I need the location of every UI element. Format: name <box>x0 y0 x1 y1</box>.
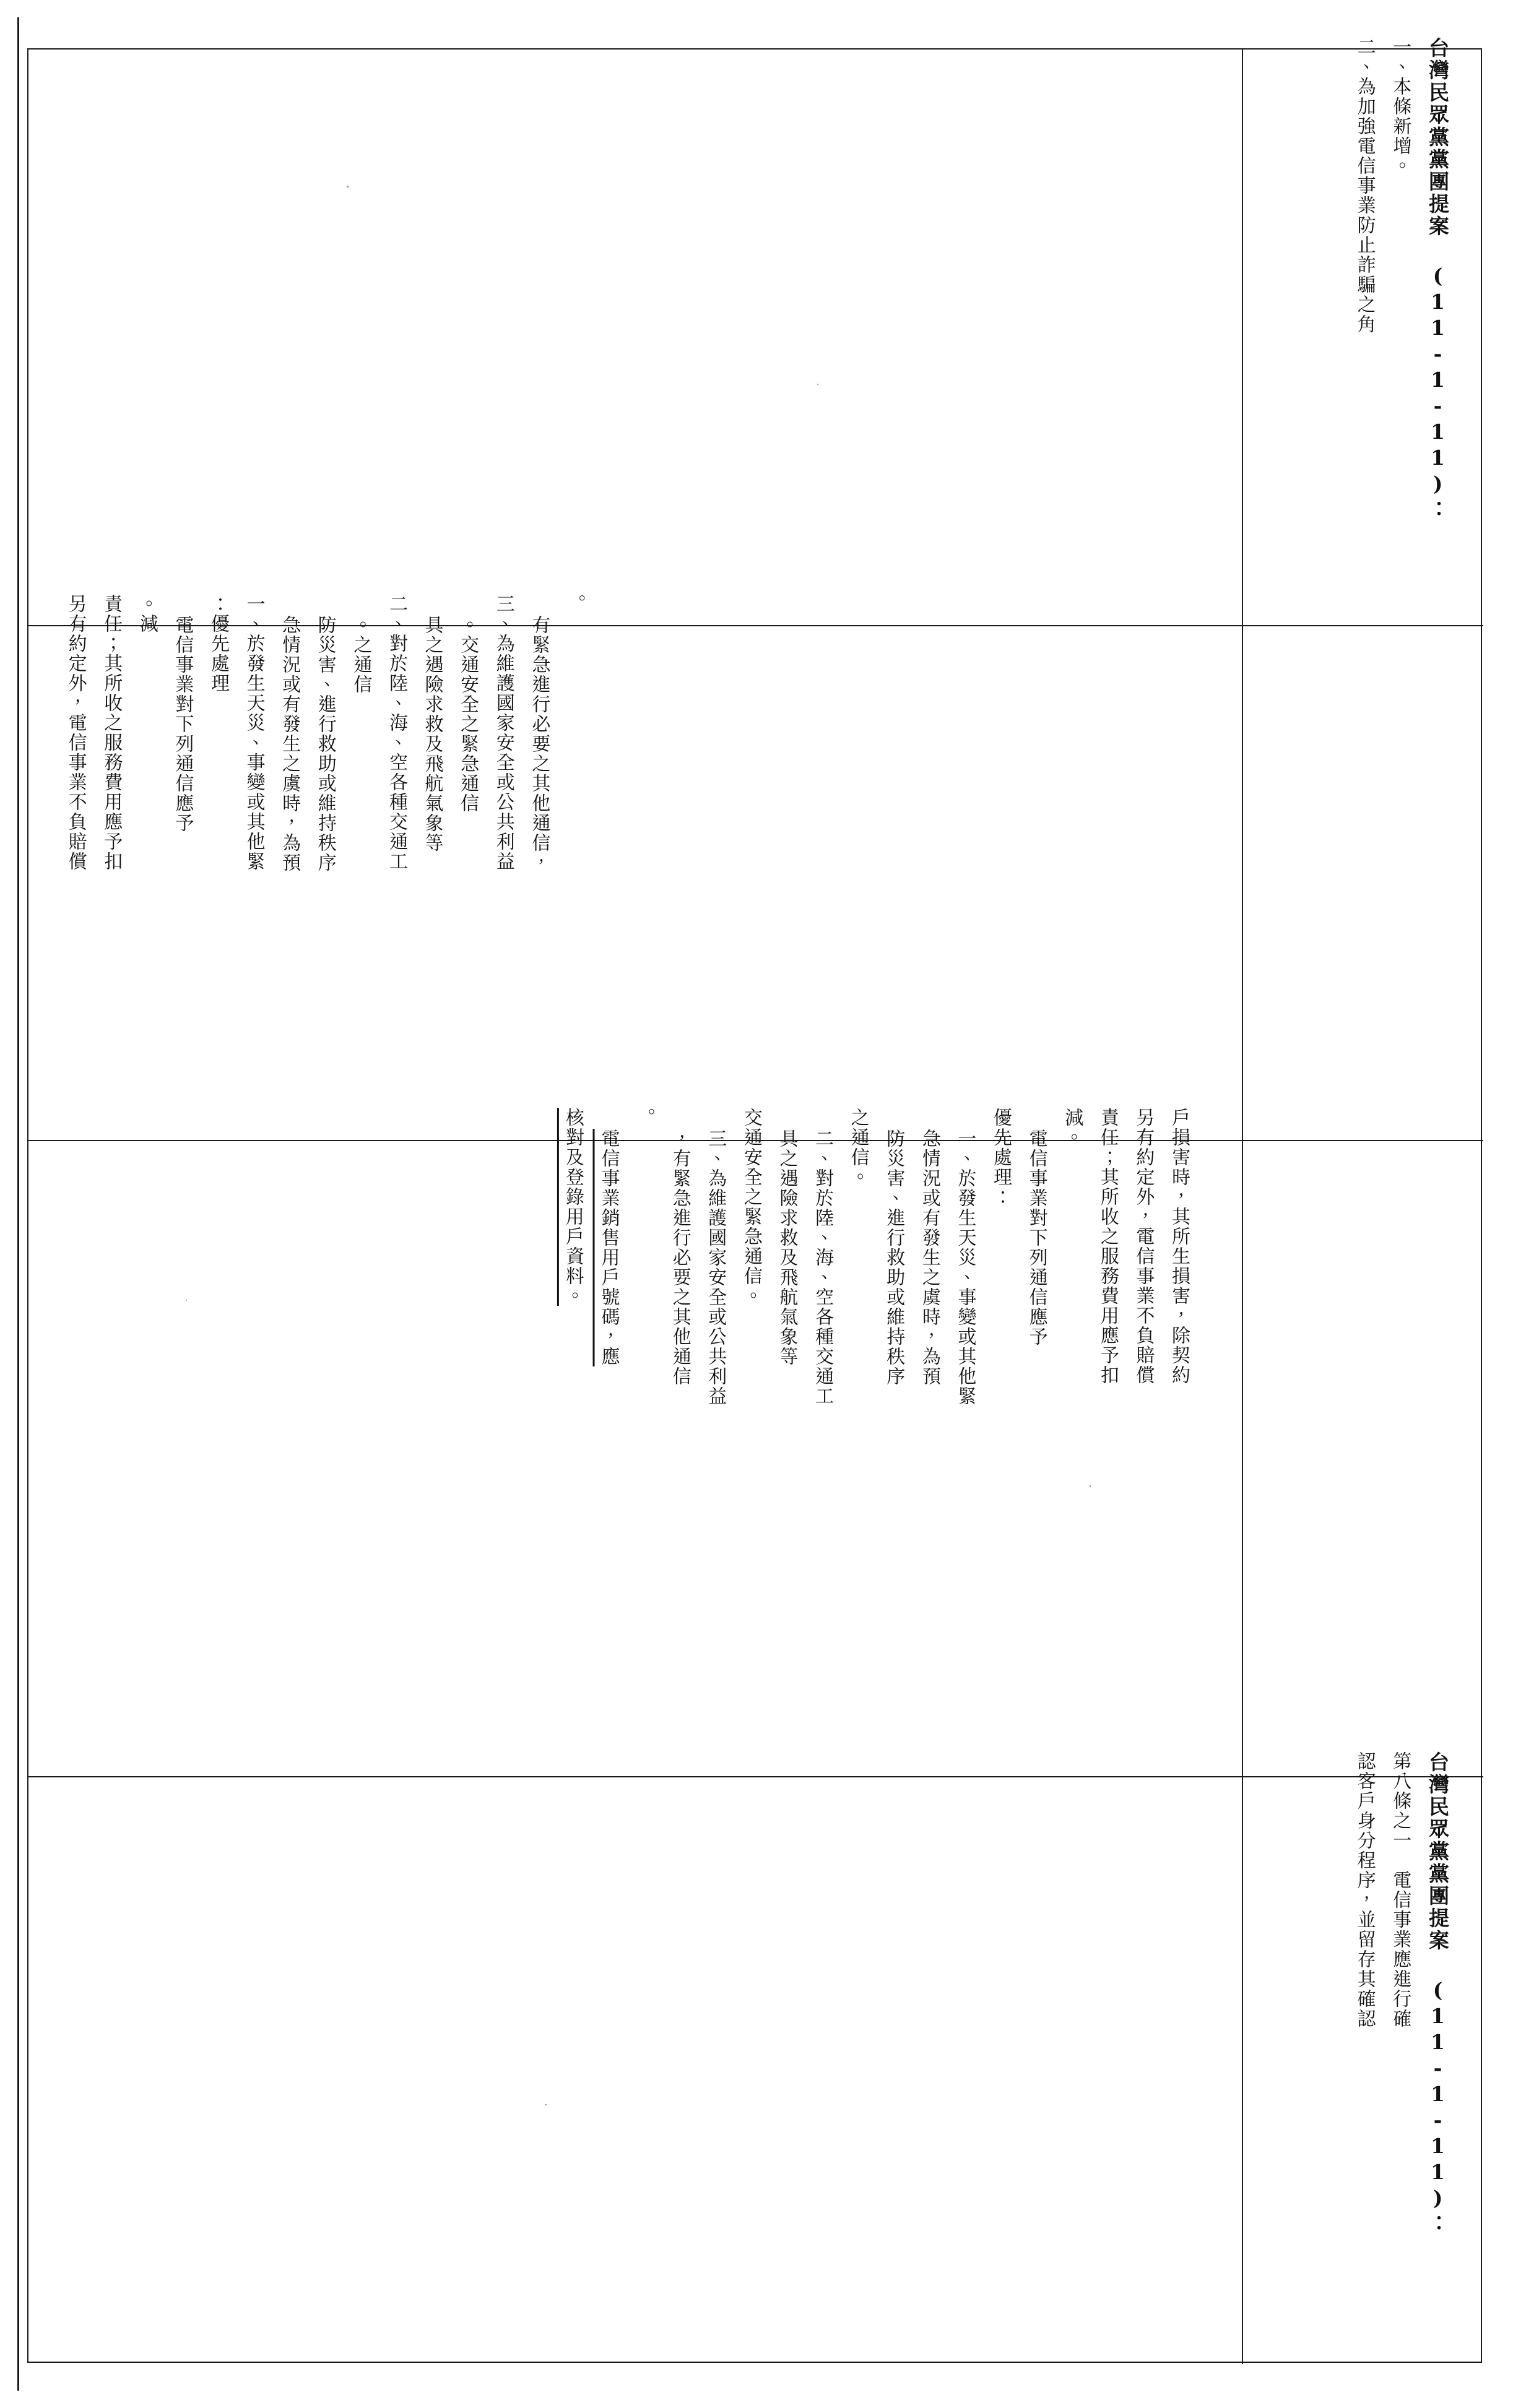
draft-line-6: 一、於發生天災、事變或其他緊 <box>243 594 265 871</box>
law-line-3: 責任；其所收之服務費用應予扣 <box>1096 1108 1119 1385</box>
law-line-8: 急情況或有發生之虞時，為預 <box>918 1129 940 1386</box>
draft-line-7: 急情況或有發生之虞時，為預 <box>279 615 301 873</box>
draft-line-4: 電信事業對下列通信應予 <box>171 615 194 833</box>
draft-line-14: ，有緊急進行必要之其他通信 <box>528 615 550 873</box>
draft-line-3: 減。 <box>136 594 158 634</box>
proposal-top-item-1: 一、本條新增。 <box>1389 37 1411 176</box>
law-line-6: 優先處理： <box>990 1108 1012 1207</box>
draft-line-13: 三、為維護國家安全或公共利益 <box>492 594 514 871</box>
scan-speckle <box>817 384 818 385</box>
law-line-2: 另有約定外，電信事業不負賠償 <box>1132 1108 1155 1385</box>
scan-speckle <box>1090 1485 1091 1487</box>
law-line-12: 具之遇險求救及飛航氣象等 <box>776 1129 798 1366</box>
law-line-11: 二、對於陸、海、空各種交通工 <box>812 1129 834 1406</box>
draft-line-12: 交通安全之緊急通信。 <box>457 615 479 813</box>
proposal-note-top <box>1232 37 1455 569</box>
draft-line-1: 另有約定外，電信事業不負賠償 <box>64 594 87 871</box>
draft-line-10: 二、對於陸、海、空各種交通工 <box>385 594 407 871</box>
draft-line-8: 防災害、進行救助或維持秩序 <box>314 615 336 873</box>
law-underlined-line-2: 核對及登錄用戶資料。 <box>561 1108 584 1306</box>
law-line-14: 三、為維護國家安全或公共利益 <box>704 1129 727 1406</box>
draft-line-2: 責任；其所收之服務費用應予扣 <box>100 594 123 871</box>
page-outer-rule <box>17 17 19 2391</box>
law-underlined-line-1: 電信事業銷售用戶號碼，應 <box>597 1129 620 1366</box>
law-line-15: ，有緊急進行必要之其他通信 <box>669 1129 691 1386</box>
law-line-5: 電信事業對下列通信應予 <box>1025 1129 1047 1347</box>
proposal-note-bottom <box>1232 1751 1455 2296</box>
law-line-4: 減。 <box>1061 1108 1083 1147</box>
law-line-10: 之通信。 <box>847 1108 869 1187</box>
draft-line-15: 。 <box>563 594 586 614</box>
proposal-bottom-heading: 台灣民眾黨黨團提案 (11-1-11)： <box>1426 1751 1450 2234</box>
law-line-9: 防災害、進行救助或維持秩序 <box>883 1129 905 1386</box>
law-line-16: 。 <box>633 1108 656 1128</box>
proposal-top-heading: 台灣民眾黨黨團提案 (11-1-11)： <box>1426 37 1450 520</box>
scan-speckle <box>186 1300 187 1301</box>
scan-speckle <box>545 2104 547 2105</box>
law-line-1: 戶損害時，其所生損害，除契約 <box>1168 1108 1190 1385</box>
draft-line-11: 具之遇險求救及飛航氣象等 <box>421 615 443 853</box>
draft-line-9: 之通信。 <box>350 615 372 694</box>
proposal-bottom-line-1: 第八條之一 電信事業應進行確 <box>1389 1751 1411 2029</box>
draft-line-5: 優先處理： <box>207 594 229 693</box>
proposal-bottom-line-2: 認客戶身分程序，並留存其確認 <box>1353 1751 1376 2029</box>
current-law-column <box>56 1108 1195 1714</box>
draft-article-column <box>56 594 1195 1077</box>
law-line-7: 一、於發生天災、事變或其他緊 <box>954 1129 976 1406</box>
law-line-13: 交通安全之緊急通信。 <box>740 1108 762 1306</box>
scan-speckle <box>347 186 349 188</box>
proposal-top-item-2: 二、為加強電信事業防止詐騙之角 <box>1353 37 1376 334</box>
